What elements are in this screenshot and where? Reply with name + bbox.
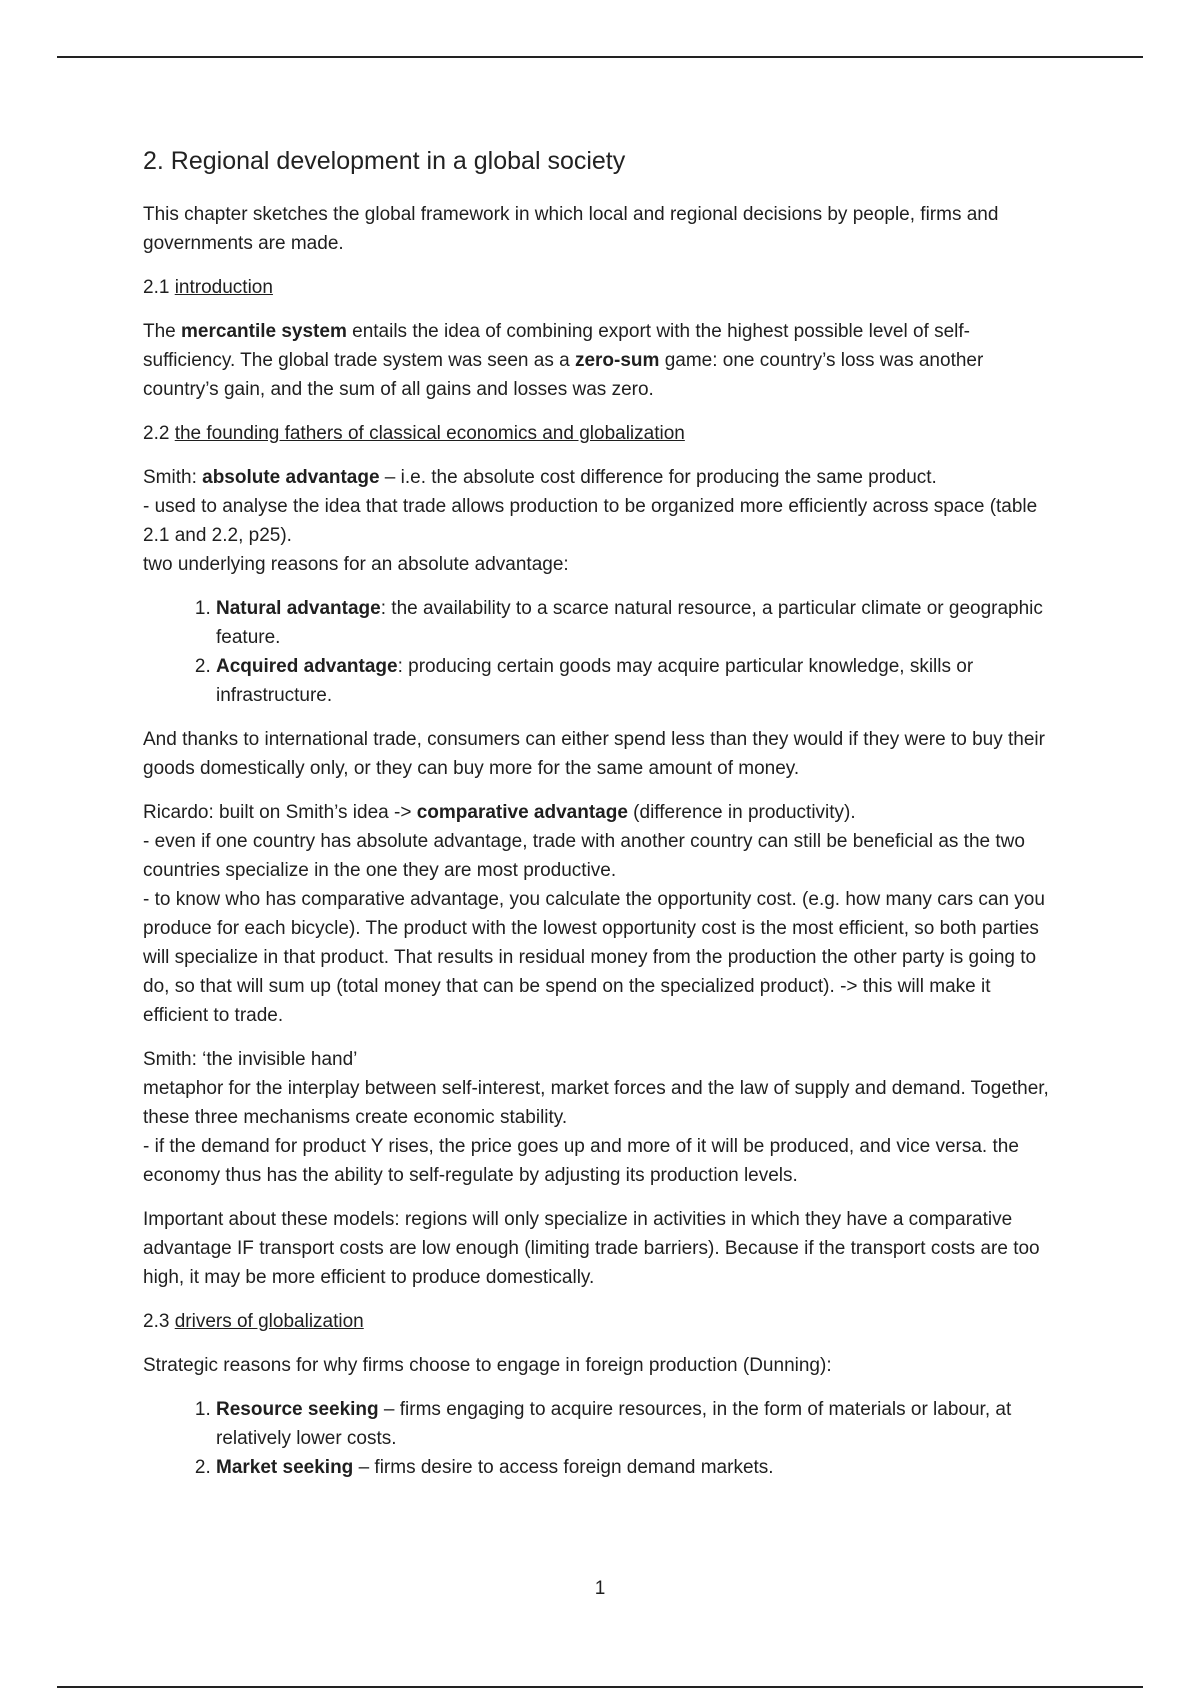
section-label: drivers of globalization [174, 1311, 364, 1332]
reasons-list [143, 594, 1058, 710]
list-term: Resource seeking [216, 1399, 379, 1420]
list-text: : the availability to a scarce natural resource, a particular climate or geographic feature. [216, 598, 1043, 648]
text-run: The [143, 321, 182, 342]
term-zero-sum: zero-sum [574, 350, 660, 371]
term-comparative-advantage: comparative advantage [416, 802, 628, 823]
page-number: 1 [594, 1578, 606, 1599]
ricardo-paragraph [143, 798, 1058, 1030]
text-run: - even if one country has absolute advantage, trade with another country can still be beneficial as the two countries specialize in the one they are most productive. [143, 831, 1025, 881]
list-item [216, 1453, 1058, 1482]
section-label: the founding fathers of classical economics and globalization [174, 423, 685, 444]
list-term: Market seeking [216, 1457, 354, 1478]
text-run: metaphor for the interplay between self-interest, market forces and the law of supply and demand. Together, these three mechanisms create economic stability. [143, 1078, 1049, 1128]
term-absolute-advantage: absolute advantage [202, 467, 380, 488]
text-run: (difference in productivity). [627, 802, 856, 823]
list-text: – firms engaging to acquire resources, in the form of materials or labour, at relatively lower costs. [216, 1399, 1012, 1449]
text-run: - to know who has comparative advantage, you calculate the opportunity cost. (e.g. how many cars can you produce for each bicycle). The product with the lowest opportunity cost is the most efficient, so both parties will specialize in that product. That results in residual money from the production the other party is going to do, so that will sum up (total money that can be spend on the specialized product). -> this will make it efficient to trade. [143, 889, 1045, 1026]
header-rule [57, 56, 1143, 58]
list-item [216, 594, 1058, 652]
mercantile-paragraph [143, 317, 1058, 404]
list-item [216, 652, 1058, 710]
term-mercantile-system: mercantile system [181, 321, 347, 342]
list-item [216, 1395, 1058, 1453]
strategic-paragraph: Strategic reasons for why firms choose to engage in foreign production (Dunning): [143, 1355, 832, 1376]
section-number: 2.3 [143, 1311, 175, 1332]
text-run: game: one country’s loss was another country’s gain, and the sum of all gains and losses was zero. [143, 350, 984, 400]
section-label: introduction [174, 277, 273, 298]
section-heading-2-2 [143, 419, 1058, 448]
text-run: - used to analyse the idea that trade allows production to be organized more efficiently across space (table 2.1 and 2.2, p25). [143, 496, 1038, 546]
list-term: Natural advantage [216, 598, 381, 619]
section-heading-2-3 [143, 1307, 1058, 1336]
text-run: Ricardo: built on Smith’s idea -> [143, 802, 417, 823]
section-number: 2.1 [143, 277, 175, 298]
list-term: Acquired advantage [216, 656, 398, 677]
text-run: entails the idea of combining export with the highest possible level of self-sufficiency. The global trade system was seen as a [143, 321, 970, 371]
document-page [143, 144, 1058, 1497]
chapter-title: 2. Regional development in a global society [143, 147, 626, 175]
invisible-hand-paragraph [143, 1045, 1058, 1190]
section-heading-2-1 [143, 273, 1058, 302]
section-number: 2.2 [143, 423, 175, 444]
list-text: – firms desire to access foreign demand markets. [353, 1457, 774, 1478]
text-run: Smith: ‘the invisible hand’ [143, 1049, 358, 1070]
important-paragraph: Important about these models: regions will only specialize in activities in which they have a comparative advantage IF transport costs are low enough (limiting trade barriers). Because if the transport costs are too high, it may be more efficient to produce domestically. [143, 1209, 1040, 1288]
text-run: Smith: [143, 467, 203, 488]
drivers-list [143, 1395, 1058, 1482]
text-run: – i.e. the absolute cost difference for producing the same product. [379, 467, 937, 488]
text-run: two underlying reasons for an absolute advantage: [143, 554, 569, 575]
list-text: : producing certain goods may acquire particular knowledge, skills or infrastructure. [216, 656, 974, 706]
footer-rule [57, 1686, 1143, 1688]
trade-paragraph: And thanks to international trade, consumers can either spend less than they would if they were to buy their goods domestically only, or they can buy more for the same amount of money. [143, 729, 1045, 779]
smith-paragraph [143, 463, 1058, 579]
chapter-intro: This chapter sketches the global framework in which local and regional decisions by people, firms and governments are made. [143, 204, 999, 254]
text-run: - if the demand for product Y rises, the price goes up and more of it will be produced, and vice versa. the economy thus has the ability to self-regulate by adjusting its production levels. [143, 1136, 1019, 1186]
